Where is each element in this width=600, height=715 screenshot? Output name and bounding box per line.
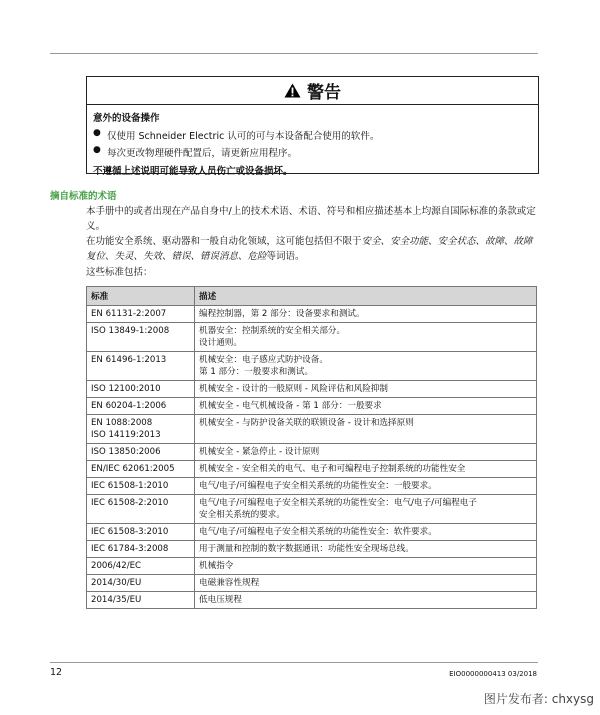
bullet-icon: ●: [93, 145, 101, 155]
header-rule: [50, 53, 538, 54]
warning-title: 警告: [307, 83, 341, 103]
standards-table: [86, 286, 537, 609]
standard-cell: IEC 61508-3:2010: [87, 524, 195, 541]
table-row: [87, 478, 537, 495]
table-row: [87, 381, 537, 398]
table-body: [87, 306, 537, 609]
description-cell: 机器安全：控制系统的安全相关部分。 设计通则。: [195, 323, 537, 352]
description-cell: 机械安全 - 紧急停止 - 设计原则: [195, 444, 537, 461]
standard-cell: EN 60204-1:2006: [87, 398, 195, 415]
description-cell: 机械安全 - 与防护设备关联的联锁设备 - 设计和选择原则: [195, 415, 537, 444]
warning-bullet-text: 仅使用 Schneider Electric 认可的可与本设备配合使用的软件。: [107, 131, 380, 142]
table-row: [87, 444, 537, 461]
standard-cell: EN 1088:2008 ISO 14119:2013: [87, 415, 195, 444]
description-cell: 电气/电子/可编程电子安全相关系统的功能性安全：一般要求。: [195, 478, 537, 495]
table-row: [87, 495, 537, 524]
terms-italic: 安全、安全功能、安全状态、故障、故障复位、失灵、失效、错误、错误消息、危险: [86, 236, 533, 262]
standard-cell: ISO 13850:2006: [87, 444, 195, 461]
standard-cell: 2014/30/EU: [87, 575, 195, 592]
description-cell: 机械安全 - 安全相关的电气、电子和可编程电子控制系统的功能性安全: [195, 461, 537, 478]
warning-bullet: [93, 128, 532, 142]
standard-cell: EN 61131-2:2007: [87, 306, 195, 323]
bullet-icon: ●: [93, 128, 101, 138]
standard-cell: IEC 61508-2:2010: [87, 495, 195, 524]
table-row: [87, 415, 537, 444]
table-row: [87, 575, 537, 592]
column-header-description: 描述: [195, 287, 537, 306]
page-number: 12: [50, 667, 63, 678]
document-reference: EIO0000000413 03/2018: [449, 670, 537, 678]
standard-cell: EN/IEC 62061:2005: [87, 461, 195, 478]
section-title: 摘自标准的术语: [50, 191, 117, 202]
standard-cell: IEC 61508-1:2010: [87, 478, 195, 495]
description-cell: 用于测量和控制的数字数据通讯：功能性安全现场总线。: [195, 541, 537, 558]
standard-cell: ISO 13849-1:2008: [87, 323, 195, 352]
intro-paragraph: 本手册中的或者出现在产品自身中/上的技术术语、术语、符号和相应描述基本上均源自国际标准的条款或定义。: [86, 206, 536, 232]
standard-cell: ISO 12100:2010: [87, 381, 195, 398]
standards-intro: 这些标准包括：: [86, 267, 153, 278]
table-row: [87, 592, 537, 609]
description-cell: 低电压规程: [195, 592, 537, 609]
table-row: [87, 398, 537, 415]
terms-prefix: 在功能安全系统、驱动器和一般自动化领域，这可能包括但不限于: [86, 236, 362, 247]
table-header-row: [87, 287, 537, 306]
warning-bullet-text: 每次更改物理硬件配置后，请更新应用程序。: [107, 148, 298, 159]
table-row: [87, 352, 537, 381]
description-cell: 机械安全 - 电气机械设备 - 第 1 部分：一般要求: [195, 398, 537, 415]
warning-footer: 不遵循上述说明可能导致人员伤亡或设备损坏。: [93, 166, 293, 177]
standard-cell: 2014/35/EU: [87, 592, 195, 609]
description-cell: 电气/电子/可编程电子安全相关系统的功能性安全：电气/电子/可编程电子 安全相关系统的要求。: [195, 495, 537, 524]
warning-bullet: [93, 145, 532, 159]
column-header-standard: 标准: [87, 287, 195, 306]
description-cell: 机械指令: [195, 558, 537, 575]
footer-rule: [50, 662, 538, 663]
standard-cell: IEC 61784-3:2008: [87, 541, 195, 558]
description-cell: 编程控制器，第 2 部分：设备要求和测试。: [195, 306, 537, 323]
warning-heading: 意外的设备操作: [93, 113, 160, 124]
table-row: [87, 524, 537, 541]
table-row: [87, 306, 537, 323]
terms-suffix: 等词语。: [266, 251, 305, 262]
warning-box: [86, 76, 539, 177]
description-cell: 电磁兼容性规程: [195, 575, 537, 592]
description-cell: 机械安全：电子感应式防护设备。 第 1 部分：一般要求和测试。: [195, 352, 537, 381]
table-row: [87, 323, 537, 352]
table-row: [87, 461, 537, 478]
standard-cell: 2006/42/EC: [87, 558, 195, 575]
watermark: 图片发布者: chxysg: [483, 692, 594, 706]
description-cell: 电气/电子/可编程电子安全相关系统的功能性安全：软件要求。: [195, 524, 537, 541]
warning-header: [87, 77, 538, 105]
description-cell: 机械安全 - 设计的一般原则 - 风险评估和风险抑制: [195, 381, 537, 398]
warning-triangle-icon: [284, 83, 301, 98]
table-row: [87, 558, 537, 575]
terms-paragraph: [86, 234, 538, 264]
standard-cell: EN 61496-1:2013: [87, 352, 195, 381]
table-row: [87, 541, 537, 558]
